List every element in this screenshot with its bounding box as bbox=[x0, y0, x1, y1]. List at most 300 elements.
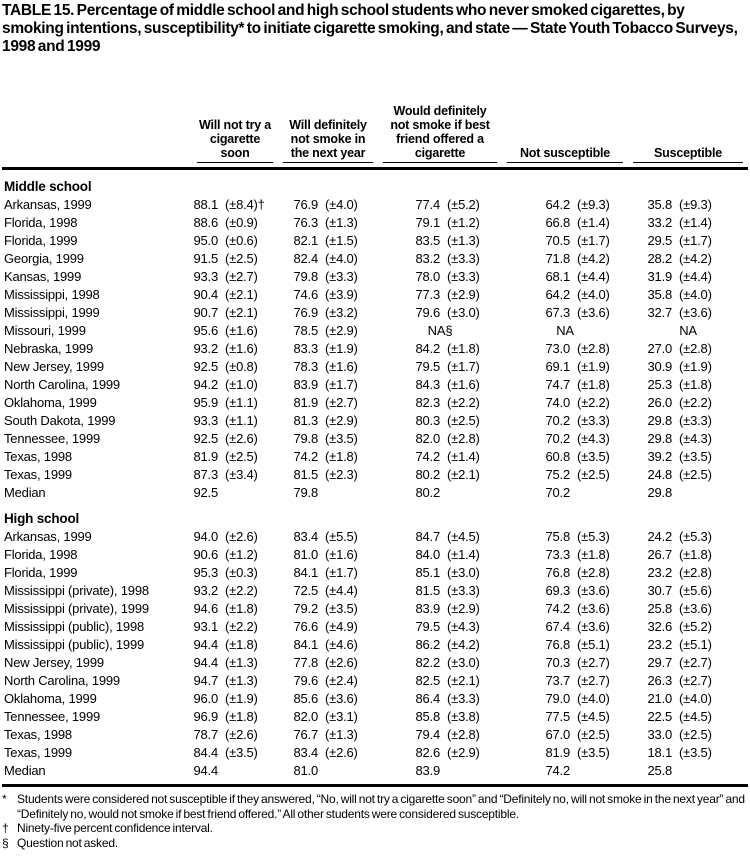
value-cell: 95.0 bbox=[193, 233, 218, 248]
value-cell: 92.5 bbox=[193, 431, 218, 446]
state-cell: North Carolina, 1999 bbox=[4, 377, 120, 392]
value-cell: 29.8 bbox=[647, 413, 673, 428]
ci-cell: (±1.8) bbox=[447, 341, 480, 356]
ci-cell: (±1.1) bbox=[225, 413, 258, 428]
value-cell: 85.8 bbox=[415, 709, 441, 724]
ci-cell: (±4.0) bbox=[577, 287, 610, 302]
ci-cell bbox=[570, 762, 628, 780]
ci-cell: (±3.5) bbox=[577, 449, 610, 464]
ci-cell: (±1.7) bbox=[447, 359, 480, 374]
value-cell: 75.2 bbox=[545, 467, 571, 482]
ci-cell: (±1.3) bbox=[225, 655, 258, 670]
ci-cell: (±3.3) bbox=[447, 691, 480, 706]
value-cell: 79.5 bbox=[415, 619, 441, 634]
ci-cell: (±3.3) bbox=[577, 413, 610, 428]
ci-cell: (±3.2) bbox=[325, 305, 358, 320]
ci-cell: (±2.5) bbox=[577, 467, 610, 482]
na-cell: NA bbox=[679, 323, 697, 338]
ci-cell: (±2.5) bbox=[225, 251, 258, 266]
table-row bbox=[2, 268, 748, 286]
value-cell: 83.5 bbox=[415, 233, 441, 248]
value-cell: 25.8 bbox=[647, 601, 673, 616]
value-cell: 94.7 bbox=[193, 673, 218, 688]
value-cell: 82.0 bbox=[293, 709, 319, 724]
table-row bbox=[2, 340, 748, 358]
ci-cell: (±1.9) bbox=[325, 341, 358, 356]
footnote-text: Ninety-five percent confidence interval. bbox=[17, 821, 213, 835]
value-cell: 26.7 bbox=[647, 547, 673, 562]
footnote-text: Students were considered not susceptible if they answered, “No, will not try a cigarette soon” and “Definitely no, will not smoke in the next year” and “Definitely no, would not smoke if best friend offered.” All other students were considered susceptible. bbox=[17, 792, 745, 821]
na-cell: NA bbox=[556, 323, 574, 338]
ci-cell: (±1.4) bbox=[447, 547, 480, 562]
ci-cell: (±1.7) bbox=[325, 565, 358, 580]
ci-cell: (±3.5) bbox=[679, 449, 712, 464]
value-cell: 83.9 bbox=[415, 763, 441, 778]
ci-cell: (±3.6) bbox=[679, 601, 712, 616]
value-cell: 66.8 bbox=[545, 215, 571, 230]
footnote-symbol: § bbox=[2, 835, 9, 850]
value-cell: 77.8 bbox=[293, 655, 319, 670]
footnote-symbol: * bbox=[2, 792, 7, 806]
value-cell: 86.2 bbox=[415, 637, 441, 652]
ci-cell: (±1.2) bbox=[447, 215, 480, 230]
ci-cell: (±9.3) bbox=[577, 197, 610, 212]
state-cell: Mississippi, 1998 bbox=[4, 287, 100, 302]
value-cell: 83.4 bbox=[293, 745, 319, 760]
ci-cell: (±2.1) bbox=[225, 287, 258, 302]
table-row bbox=[2, 466, 748, 484]
ci-cell bbox=[218, 762, 278, 780]
state-cell: South Dakota, 1999 bbox=[4, 413, 116, 428]
value-cell: 64.2 bbox=[545, 287, 571, 302]
footnote-confidence-interval bbox=[2, 821, 748, 836]
value-cell: 82.0 bbox=[415, 431, 441, 446]
value-cell: 23.2 bbox=[647, 637, 673, 652]
ci-cell: (±2.7) bbox=[679, 673, 712, 688]
value-cell: 25.8 bbox=[647, 763, 673, 778]
value-cell: 81.3 bbox=[293, 413, 319, 428]
ci-cell: (±2.7) bbox=[679, 655, 712, 670]
value-cell: 74.2 bbox=[545, 601, 571, 616]
value-cell: 79.6 bbox=[293, 673, 319, 688]
table-row bbox=[2, 672, 748, 690]
ci-cell: (±2.9) bbox=[447, 287, 480, 302]
ci-cell: (±4.5) bbox=[577, 709, 610, 724]
ci-cell: (±2.7) bbox=[577, 655, 610, 670]
ci-cell: (±3.6) bbox=[325, 691, 358, 706]
ci-cell: (±1.8) bbox=[577, 377, 610, 392]
value-cell: 69.1 bbox=[545, 359, 571, 374]
state-cell: Mississippi (private), 1998 bbox=[4, 583, 149, 598]
value-cell: 76.9 bbox=[293, 197, 319, 212]
value-cell: 79.8 bbox=[293, 269, 319, 284]
ci-cell: (±3.9) bbox=[325, 287, 358, 302]
state-cell: Texas, 1999 bbox=[4, 467, 72, 482]
value-cell: 78.0 bbox=[415, 269, 441, 284]
value-cell: 81.9 bbox=[545, 745, 571, 760]
value-cell: 77.4 bbox=[415, 197, 441, 212]
value-cell: 84.2 bbox=[415, 341, 441, 356]
value-cell: 80.2 bbox=[415, 467, 441, 482]
value-cell: 81.9 bbox=[193, 449, 218, 464]
ci-cell: (±3.0) bbox=[447, 305, 480, 320]
ci-cell bbox=[440, 762, 502, 780]
value-cell: 33.0 bbox=[647, 727, 673, 742]
value-cell: 86.4 bbox=[415, 691, 441, 706]
state-cell: Georgia, 1999 bbox=[4, 251, 84, 266]
state-cell: Florida, 1999 bbox=[4, 233, 78, 248]
ci-cell: (±4.4) bbox=[325, 583, 358, 598]
ci-cell: (±1.8) bbox=[225, 709, 258, 724]
value-cell: 74.2 bbox=[545, 763, 571, 778]
ci-cell: (±1.3) bbox=[325, 727, 358, 742]
table-row bbox=[2, 250, 748, 268]
ci-cell: (±2.2) bbox=[577, 395, 610, 410]
ci-cell: (±3.3) bbox=[447, 269, 480, 284]
ci-cell: (±3.0) bbox=[447, 655, 480, 670]
ci-cell: (±4.9) bbox=[325, 619, 358, 634]
value-cell: 78.5 bbox=[293, 323, 319, 338]
ci-cell: (±2.5) bbox=[679, 467, 712, 482]
footnote-symbol: † bbox=[2, 821, 9, 835]
value-cell: 35.8 bbox=[647, 287, 673, 302]
value-cell: 84.4 bbox=[193, 745, 218, 760]
ci-cell: (±1.9) bbox=[577, 359, 610, 374]
value-cell: 76.7 bbox=[293, 727, 319, 742]
column-header-not-susceptible: Not susceptible bbox=[502, 58, 628, 170]
ci-cell: (±1.6) bbox=[225, 341, 258, 356]
value-cell: 33.2 bbox=[647, 215, 673, 230]
ci-cell: (±2.6) bbox=[325, 745, 358, 760]
value-cell: 81.5 bbox=[293, 467, 319, 482]
value-cell: 83.3 bbox=[293, 341, 319, 356]
value-cell: 64.2 bbox=[545, 197, 571, 212]
value-cell: 29.8 bbox=[647, 485, 673, 500]
value-cell: 83.9 bbox=[415, 601, 441, 616]
value-cell: 91.5 bbox=[193, 251, 218, 266]
value-cell: 79.4 bbox=[415, 727, 441, 742]
ci-cell: (±2.9) bbox=[447, 745, 480, 760]
value-cell: 76.3 bbox=[293, 215, 319, 230]
value-cell: 83.9 bbox=[293, 377, 319, 392]
ci-cell: (±2.6) bbox=[225, 431, 258, 446]
ci-cell: (±1.6) bbox=[447, 377, 480, 392]
ci-cell: (±3.0) bbox=[447, 565, 480, 580]
ci-cell: (±2.8) bbox=[679, 341, 712, 356]
state-cell: Median bbox=[4, 763, 46, 778]
value-cell: 23.2 bbox=[647, 565, 673, 580]
ci-cell: (±1.6) bbox=[325, 359, 358, 374]
header-row bbox=[2, 58, 748, 170]
state-cell: Tennessee, 1999 bbox=[4, 709, 101, 724]
ci-cell: (±0.6) bbox=[225, 233, 258, 248]
ci-cell: (±2.2) bbox=[447, 395, 480, 410]
ci-cell: (±5.3) bbox=[679, 529, 712, 544]
value-cell: 29.5 bbox=[647, 233, 673, 248]
state-cell: Nebraska, 1999 bbox=[4, 341, 93, 356]
value-cell: 92.5 bbox=[193, 485, 218, 500]
ci-cell: (±1.4) bbox=[577, 215, 610, 230]
data-table bbox=[2, 58, 748, 780]
value-cell: 79.8 bbox=[293, 431, 319, 446]
value-cell: 21.0 bbox=[647, 691, 673, 706]
ci-cell: (±3.5) bbox=[325, 601, 358, 616]
ci-cell: (±5.1) bbox=[577, 637, 610, 652]
ci-cell: (±2.8) bbox=[447, 727, 480, 742]
ci-cell: (±2.6) bbox=[325, 655, 358, 670]
ci-cell: (±1.6) bbox=[325, 547, 358, 562]
table-header bbox=[2, 58, 748, 170]
value-cell: 70.2 bbox=[545, 431, 571, 446]
table-row bbox=[2, 196, 748, 214]
value-cell: 26.0 bbox=[647, 395, 673, 410]
ci-cell: (±3.4) bbox=[225, 467, 258, 482]
value-cell: 94.4 bbox=[193, 763, 218, 778]
ci-cell: (±4.0) bbox=[325, 197, 358, 212]
ci-cell: (±4.6) bbox=[325, 637, 358, 652]
ci-cell: (±2.6) bbox=[225, 529, 258, 544]
column-header-best-friend-offered: Would definitely not smoke if best friend offered a cigarette bbox=[378, 58, 502, 170]
ci-cell: (±2.2) bbox=[679, 395, 712, 410]
section-label: Middle school bbox=[4, 179, 92, 194]
state-cell: Kansas, 1999 bbox=[4, 269, 82, 284]
value-cell: 76.6 bbox=[293, 619, 319, 634]
value-cell: 90.6 bbox=[193, 547, 218, 562]
value-cell: 81.0 bbox=[293, 547, 319, 562]
ci-cell: (±2.5) bbox=[225, 449, 258, 464]
value-cell: 95.3 bbox=[193, 565, 218, 580]
value-cell: 94.4 bbox=[193, 637, 218, 652]
ci-cell: (±1.7) bbox=[577, 233, 610, 248]
ci-cell: (±3.3) bbox=[447, 251, 480, 266]
ci-cell: (±2.1) bbox=[447, 673, 480, 688]
ci-cell: (±2.6) bbox=[225, 727, 258, 742]
value-cell: 76.8 bbox=[545, 565, 571, 580]
value-cell: 94.2 bbox=[193, 377, 218, 392]
ci-cell: (±1.5) bbox=[325, 233, 358, 248]
value-cell: 74.0 bbox=[545, 395, 571, 410]
value-cell: 79.8 bbox=[293, 485, 319, 500]
ci-cell: (±1.1) bbox=[225, 395, 258, 410]
ci-cell: (±5.2) bbox=[679, 619, 712, 634]
value-cell: 70.2 bbox=[545, 485, 571, 500]
value-cell: 69.3 bbox=[545, 583, 571, 598]
value-cell: 24.2 bbox=[647, 529, 673, 544]
section-label: High school bbox=[4, 511, 80, 526]
value-cell: 79.6 bbox=[415, 305, 441, 320]
ci-cell: (±1.6) bbox=[225, 323, 258, 338]
ci-cell: (±1.4) bbox=[679, 215, 712, 230]
state-cell: Tennessee, 1999 bbox=[4, 431, 101, 446]
value-cell: 75.8 bbox=[545, 529, 571, 544]
value-cell: 83.4 bbox=[293, 529, 319, 544]
value-cell: 29.7 bbox=[647, 655, 673, 670]
value-cell: 30.7 bbox=[647, 583, 673, 598]
value-cell: 70.5 bbox=[545, 233, 571, 248]
ci-cell: (±2.3) bbox=[325, 467, 358, 482]
ci-cell: (±2.7) bbox=[325, 395, 358, 410]
value-cell: 93.3 bbox=[193, 269, 218, 284]
ci-cell: (±2.5) bbox=[447, 413, 480, 428]
ci-cell: (±3.5) bbox=[577, 745, 610, 760]
ci-cell: (±2.8) bbox=[447, 431, 480, 446]
table-row bbox=[2, 430, 748, 448]
ci-cell bbox=[672, 484, 748, 502]
value-cell: 81.9 bbox=[293, 395, 319, 410]
ci-cell: (±5.1) bbox=[679, 637, 712, 652]
value-cell: 60.8 bbox=[545, 449, 571, 464]
value-cell: 96.9 bbox=[193, 709, 218, 724]
value-cell: 73.0 bbox=[545, 341, 571, 356]
value-cell: 74.7 bbox=[545, 377, 571, 392]
value-cell: 90.4 bbox=[193, 287, 218, 302]
ci-cell: (±3.1) bbox=[325, 709, 358, 724]
ci-cell: (±1.8) bbox=[679, 377, 712, 392]
table-row bbox=[2, 546, 748, 564]
value-cell: 27.0 bbox=[647, 341, 673, 356]
ci-cell: (±1.3) bbox=[447, 233, 480, 248]
table-row bbox=[2, 448, 748, 466]
ci-cell: (±4.3) bbox=[577, 431, 610, 446]
state-cell: Oklahoma, 1999 bbox=[4, 395, 97, 410]
table-row bbox=[2, 376, 748, 394]
value-cell: 31.9 bbox=[647, 269, 673, 284]
ci-cell: (±2.8) bbox=[577, 565, 610, 580]
value-cell: 84.1 bbox=[293, 637, 319, 652]
table-row bbox=[2, 528, 748, 546]
value-cell: 35.8 bbox=[647, 197, 673, 212]
na-cell: NA§ bbox=[427, 323, 453, 338]
ci-cell: (±4.0) bbox=[679, 287, 712, 302]
ci-cell: (±1.7) bbox=[679, 233, 712, 248]
value-cell: 93.3 bbox=[193, 413, 218, 428]
ci-cell: (±4.5) bbox=[447, 529, 480, 544]
state-cell: New Jersey, 1999 bbox=[4, 359, 104, 374]
value-cell: 78.3 bbox=[293, 359, 319, 374]
ci-cell: (±1.8) bbox=[325, 449, 358, 464]
value-cell: 92.5 bbox=[193, 359, 218, 374]
table-row bbox=[2, 484, 748, 502]
ci-cell: (±2.9) bbox=[325, 323, 358, 338]
ci-cell: (±0.3) bbox=[225, 565, 258, 580]
value-cell: 88.1 bbox=[193, 197, 218, 212]
value-cell: 77.3 bbox=[415, 287, 441, 302]
value-cell: 90.7 bbox=[193, 305, 218, 320]
ci-cell: (±3.6) bbox=[577, 305, 610, 320]
ci-cell: (±5.3) bbox=[577, 529, 610, 544]
section-header-row bbox=[2, 502, 748, 528]
table-row bbox=[2, 600, 748, 618]
ci-cell: (±2.4) bbox=[325, 673, 358, 688]
value-cell: 32.6 bbox=[647, 619, 673, 634]
value-cell: 82.1 bbox=[293, 233, 319, 248]
ci-cell: (±3.6) bbox=[679, 305, 712, 320]
ci-cell: (±3.3) bbox=[447, 583, 480, 598]
value-cell: 82.2 bbox=[415, 655, 441, 670]
ci-cell: (±2.7) bbox=[225, 269, 258, 284]
value-cell: 93.2 bbox=[193, 583, 218, 598]
value-cell: 93.2 bbox=[193, 341, 218, 356]
table-row bbox=[2, 286, 748, 304]
value-cell: 72.5 bbox=[293, 583, 319, 598]
value-cell: 79.1 bbox=[415, 215, 441, 230]
table-row bbox=[2, 214, 748, 232]
state-cell: Texas, 1998 bbox=[4, 727, 72, 742]
ci-cell: (±2.9) bbox=[447, 601, 480, 616]
table-row bbox=[2, 762, 748, 780]
value-cell: 81.5 bbox=[415, 583, 441, 598]
state-cell: Texas, 1999 bbox=[4, 745, 72, 760]
ci-cell: (±4.0) bbox=[577, 691, 610, 706]
value-cell: 32.7 bbox=[647, 305, 673, 320]
table-row bbox=[2, 654, 748, 672]
value-cell: 93.1 bbox=[193, 619, 218, 634]
state-cell: Mississippi, 1999 bbox=[4, 305, 100, 320]
table-row bbox=[2, 690, 748, 708]
value-cell: 76.9 bbox=[293, 305, 319, 320]
value-cell: 67.4 bbox=[545, 619, 571, 634]
value-cell: 74.2 bbox=[415, 449, 441, 464]
ci-cell: (±5.5) bbox=[325, 529, 358, 544]
value-cell: 84.3 bbox=[415, 377, 441, 392]
value-cell: 84.1 bbox=[293, 565, 319, 580]
value-cell: 80.3 bbox=[415, 413, 441, 428]
table-row bbox=[2, 744, 748, 762]
ci-cell: (±3.6) bbox=[577, 583, 610, 598]
ci-cell: (±2.2) bbox=[225, 619, 258, 634]
ci-cell: (±5.6) bbox=[679, 583, 712, 598]
ci-cell: (±1.0) bbox=[225, 377, 258, 392]
footnotes bbox=[2, 784, 748, 850]
value-cell: 94.6 bbox=[193, 601, 218, 616]
ci-cell: (±4.0) bbox=[679, 691, 712, 706]
state-cell: Mississippi (public), 1998 bbox=[4, 619, 145, 634]
ci-cell: (±1.8) bbox=[679, 547, 712, 562]
state-cell: Florida, 1998 bbox=[4, 547, 78, 562]
table-row bbox=[2, 304, 748, 322]
value-cell: 87.3 bbox=[193, 467, 218, 482]
column-header-state bbox=[2, 58, 192, 170]
value-cell: 85.1 bbox=[415, 565, 441, 580]
ci-cell: (±2.7) bbox=[577, 673, 610, 688]
ci-cell bbox=[318, 484, 378, 502]
state-cell: Mississippi (public), 1999 bbox=[4, 637, 145, 652]
value-cell: 95.6 bbox=[193, 323, 218, 338]
ci-cell bbox=[570, 484, 628, 502]
state-cell: Texas, 1998 bbox=[4, 449, 72, 464]
table-row bbox=[2, 582, 748, 600]
column-header-susceptible: Susceptible bbox=[628, 58, 748, 170]
value-cell: 74.6 bbox=[293, 287, 319, 302]
value-cell: 67.0 bbox=[545, 727, 571, 742]
table-row bbox=[2, 636, 748, 654]
value-cell: 78.7 bbox=[193, 727, 218, 742]
table-row bbox=[2, 726, 748, 744]
value-cell: 71.8 bbox=[545, 251, 571, 266]
state-cell: New Jersey, 1999 bbox=[4, 655, 104, 670]
value-cell: 94.0 bbox=[193, 529, 218, 544]
ci-cell: (±4.5) bbox=[679, 709, 712, 724]
value-cell: 79.2 bbox=[293, 601, 319, 616]
ci-cell: (±2.5) bbox=[577, 727, 610, 742]
ci-cell: (±3.6) bbox=[577, 619, 610, 634]
value-cell: 18.1 bbox=[647, 745, 673, 760]
ci-cell bbox=[218, 484, 278, 502]
state-cell: Oklahoma, 1999 bbox=[4, 691, 97, 706]
value-cell: 94.4 bbox=[193, 655, 218, 670]
table-row bbox=[2, 412, 748, 430]
value-cell: 70.3 bbox=[545, 655, 571, 670]
